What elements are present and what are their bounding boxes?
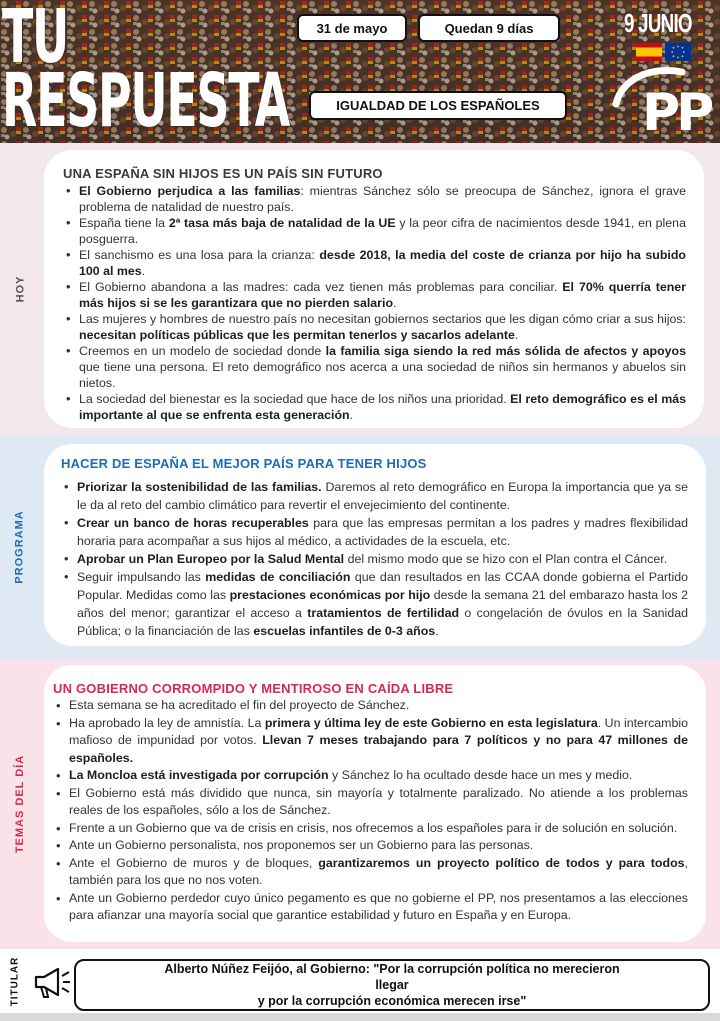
list-item: • Creemos en un modelo de sociedad donde la familia siga siendo la red más sólida de afectos y apoyos que tiene una persona. El reto demográfico nos acerca a una sociedad de niños sin hermanos y abuelos sin nietos.: [63, 343, 686, 391]
headline-line1: Alberto Núñez Feijóo, al Gobierno: "Por la corrupción política no merecieron llegar: [164, 962, 620, 992]
temas-list: [53, 697, 688, 925]
temas-label-text: TEMAS DEL DÍA: [14, 754, 27, 854]
programa-side-label: [0, 435, 40, 659]
hoy-label-text: HOY: [14, 275, 26, 303]
topic-badge: IGUALDAD DE LOS ESPAÑOLES: [309, 91, 567, 120]
programa-label-text: PROGRAMA: [14, 510, 27, 584]
brand-title-line2: RESPUESTA: [2, 58, 290, 143]
list-item: • Ante un Gobierno perdedor cuyo único pegamento es que no gobierne el PP, nos presentamos a las elecciones para afianzar una mayoría social que garantice estabilidad y futuro en España y en Europa.: [53, 890, 688, 925]
spain-flag-icon: [636, 43, 662, 61]
list-item: • La Moncloa está investigada por corrupción y Sánchez lo ha ocultado desde hace un mes y medio.: [53, 767, 688, 785]
list-item: • Ha aprobado la ley de amnistía. La primera y última ley de este Gobierno en esta legislatura. Un intercambio mafioso de impunidad por votos. Llevan 7 meses trabajando para 7 políticos y no para 47 millones de españoles.: [53, 715, 688, 768]
programa-card: [44, 444, 706, 646]
brand-title-line1: TU: [2, 0, 69, 80]
list-item: • Las mujeres y hombres de nuestro país no necesitan gobiernos sectarios que les digan cómo criar a sus hijos: necesitan políticas públicas que les permitan tenerlos y sacarlos adelante.: [63, 311, 686, 343]
hoy-heading: UNA ESPAÑA SIN HIJOS ES UN PAÍS SIN FUTURO: [63, 166, 383, 181]
hoy-side-label: [0, 143, 40, 435]
list-item: • Ante el Gobierno de muros y de bloques, garantizaremos un proyecto político de todos y para todos, también para los que no nos voten.: [53, 855, 688, 890]
list-item: • Esta semana se ha acreditado el fin del proyecto de Sánchez.: [53, 697, 688, 715]
hoy-list: [63, 183, 686, 423]
list-item: • Seguir impulsando las medidas de conciliación que dan resultados en las CCAA donde gobierna el Partido Popular. Medidas como las prestaciones económicas por hijo desde la semana 21 del embarazo hasta los 2 años del menor; garantizar el acceso a tratamientos de fertilidad o congelación de óvulos en la Sanidad Pública; o la financiación de las escuelas infantiles de 0-3 años.: [61, 568, 688, 640]
countdown-badge: Quedan 9 días: [418, 14, 560, 42]
list-item: • El Gobierno está más dividido que nunca, sin mayoría y totalmente paralizado. No atiende a los problemas reales de los españoles, sólo a los de Sánchez.: [53, 785, 688, 820]
list-item: • Priorizar la sostenibilidad de las familias. Daremos al reto demográfico en Europa la importancia que ya se le da al reto del cambio climático para revertir el envejecimiento del continente.: [61, 478, 688, 514]
titular-label-text: TITULAR: [9, 956, 21, 1006]
hoy-card: [44, 150, 704, 428]
list-item: • Ante un Gobierno personalista, nos proponemos ser un Gobierno para las personas.: [53, 837, 688, 855]
date-badge: 31 de mayo: [297, 14, 407, 42]
headline-line2: y por la corrupción económica merecen irse": [257, 994, 527, 1008]
list-item: • El Gobierno perjudica a las familias: mientras Sánchez sólo se preocupa de Sánchez, ignora el grave problema de natalidad de nuestro país.: [63, 183, 686, 215]
bottom-bar: [0, 1013, 720, 1021]
headline-quote-box: [74, 959, 710, 1011]
temas-side-label: [0, 659, 40, 949]
list-item: • España tiene la 2ª tasa más baja de natalidad de la UE y la peor cifra de nacimientos desde 1941, en plena posguerra.: [63, 215, 686, 247]
list-item: • Crear un banco de horas recuperables para que las empresas permitan a los padres y madres flexibilidad horaria para acompañar a sus hijos al médico, a actividades de la escuela, etc.: [61, 514, 688, 550]
megaphone-icon: [32, 964, 72, 1000]
pp-logo-icon: [612, 64, 718, 140]
header-banner: [0, 0, 720, 143]
temas-heading: UN GOBIERNO CORROMPIDO Y MENTIROSO EN CAÍDA LIBRE: [53, 681, 454, 696]
list-item: • Aprobar un Plan Europeo por la Salud Mental del mismo modo que se hizo con el Plan contra el Cáncer.: [61, 550, 688, 568]
list-item: • La sociedad del bienestar es la sociedad que hace de los niños una prioridad. El reto demográfico es el más importante al que se enfrenta esta generación.: [63, 391, 686, 423]
titular-side-label: [0, 949, 30, 1013]
temas-card: [44, 665, 706, 942]
election-date: 9 JUNIO: [624, 8, 692, 38]
svg-text:PP: PP: [642, 83, 711, 140]
programa-list: [61, 478, 688, 640]
eu-flag-icon: [665, 43, 691, 61]
programa-heading: HACER DE ESPAÑA EL MEJOR PAÍS PARA TENER HIJOS: [61, 456, 427, 471]
list-item: • Frente a un Gobierno que va de crisis en crisis, nos ofrecemos a los españoles para ir de solución en solución.: [53, 820, 688, 838]
list-item: • El Gobierno abandona a las madres: cada vez tienen más problemas para conciliar. El 70% querría tener más hijos si se les garantizara que no pierden salario.: [63, 279, 686, 311]
list-item: • El sanchismo es una losa para la crianza: desde 2018, la media del coste de crianza por hijo ha subido 100 al mes.: [63, 247, 686, 279]
